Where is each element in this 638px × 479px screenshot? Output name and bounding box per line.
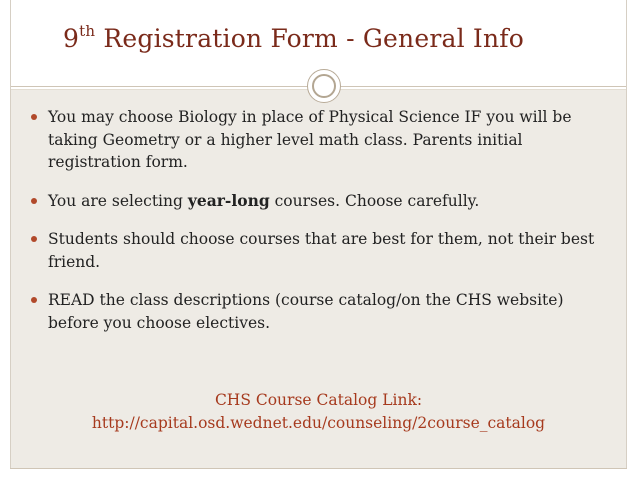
title-text: Registration Form - General Info — [95, 24, 525, 53]
bullet-item — [28, 190, 618, 213]
slide-body — [11, 90, 626, 468]
bullet-item — [28, 289, 618, 334]
catalog-link-label: CHS Course Catalog Link: — [214, 391, 423, 409]
bullet-text-before: You are selecting — [48, 191, 188, 210]
catalog-link-block — [11, 389, 626, 435]
bullet-item — [28, 106, 618, 174]
bullet-item — [28, 228, 618, 273]
slide-title — [63, 24, 524, 53]
catalog-link-url[interactable]: http://capital.osd.wednet.edu/counseling/2course_catalog — [91, 414, 546, 432]
title-suffix: th — [79, 22, 96, 40]
bullet-text: READ the class descriptions (course catalog/on the CHS website) before you choose electives. — [48, 291, 564, 332]
ring-ornament-icon — [307, 69, 341, 103]
bullet-text: Students should choose courses that are best for them, not their best friend. — [48, 230, 595, 271]
title-number: 9 — [63, 24, 80, 53]
bullet-dot-icon — [31, 198, 37, 204]
bullet-text-emphasis: year-long — [187, 190, 270, 210]
slide-frame — [10, 0, 627, 469]
bullet-dot-icon — [31, 114, 37, 120]
bullet-text: You may choose Biology in place of Physical Science IF you will be taking Geometry or a higher level math class. Parents initial registration form. — [48, 108, 572, 171]
bullet-text-after: courses. Choose carefully. — [269, 191, 480, 210]
bullet-dot-icon — [31, 236, 37, 242]
bullet-list — [28, 106, 618, 350]
footer-line — [10, 468, 627, 469]
bullet-dot-icon — [31, 297, 37, 303]
